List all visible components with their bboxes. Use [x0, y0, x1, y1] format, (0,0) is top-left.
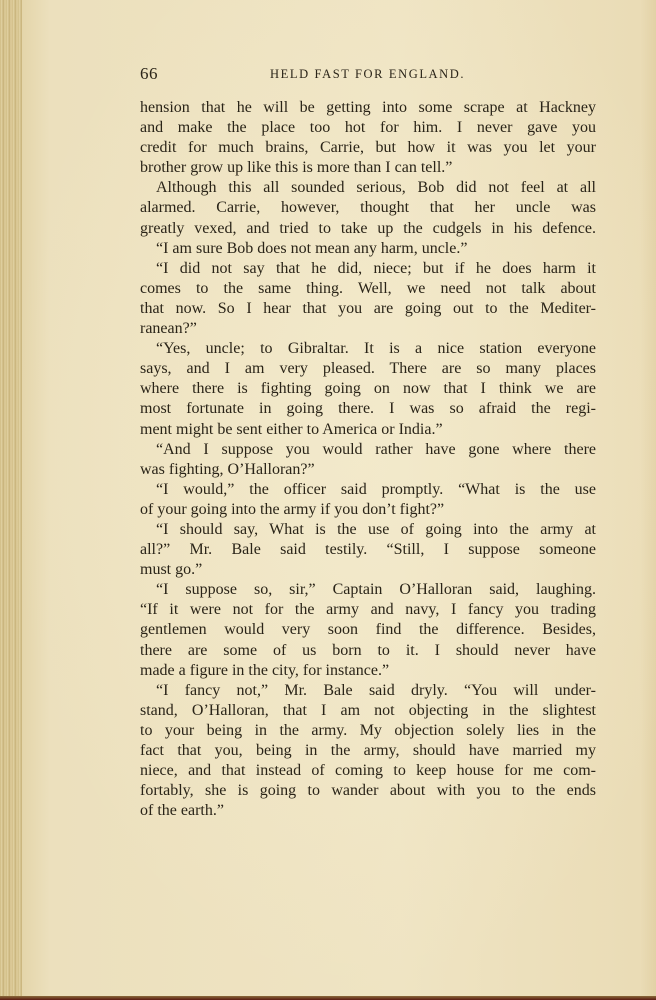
- text-line: “I did not say that he did, niece; but if he does harm it: [156, 259, 596, 277]
- text-line: where there is fighting going on now that I think we are: [140, 380, 596, 398]
- text-line: to your being in the army. My objection solely lies in the: [140, 721, 596, 739]
- page-bottom-edge: [0, 996, 656, 1000]
- text-line: all?” Mr. Bale said testily. “Still, I suppose someone: [140, 541, 596, 559]
- text-line: gentlemen would very soon find the difference. Besides,: [140, 621, 596, 639]
- text-line: “I suppose so, sir,” Captain O’Halloran said, laughing.: [156, 581, 596, 599]
- text-line: stand, O’Halloran, that I am not objecting in the slightest: [140, 701, 596, 719]
- text-line: there are some of us born to it. I should never have: [140, 641, 596, 659]
- page-binding-edge: [0, 0, 22, 1000]
- text-line: “Yes, uncle; to Gibraltar. It is a nice station everyone: [156, 340, 596, 358]
- text-line: hension that he will be getting into some scrape at Hackney: [140, 99, 596, 116]
- text-line: fact that you, being in the army, should have married my: [140, 742, 596, 759]
- text-line: brother grow up like this is more than I can tell.”: [140, 159, 453, 177]
- text-line: “I would,” the officer said promptly. “What is the use: [156, 480, 596, 498]
- text-line: made a figure in the city, for instance.”: [140, 661, 390, 679]
- text-line: was fighting, O’Halloran?”: [140, 460, 315, 478]
- text-line: ment might be sent either to America or India.”: [140, 420, 443, 438]
- text-line: must go.”: [140, 561, 203, 579]
- text-line: “I am sure Bob does not mean any harm, uncle.”: [156, 239, 468, 257]
- text-line: most fortunate in going there. I was so afraid the regi-: [140, 400, 596, 418]
- text-line: “I fancy not,” Mr. Bale said dryly. “You will under-: [156, 681, 596, 699]
- text-line: Although this all sounded serious, Bob did not feel at all: [156, 179, 596, 197]
- text-line: “I should say, What is the use of going into the army at: [156, 520, 596, 538]
- text-line: of your going into the army if you don’t fight?”: [140, 500, 445, 518]
- text-line: that now. So I hear that you are going out to the Mediter-: [140, 299, 596, 317]
- text-line: and make the place too hot for him. I never gave you: [140, 119, 596, 137]
- text-line: comes to the same thing. Well, we need not talk about: [140, 279, 596, 297]
- text-line: alarmed. Carrie, however, thought that her uncle was: [140, 199, 596, 217]
- text-line: ranean?”: [140, 320, 197, 338]
- text-line: “If it were not for the army and navy, I fancy you trading: [140, 601, 596, 619]
- body-text: [140, 98, 596, 821]
- text-line: says, and I am very pleased. There are so many places: [140, 360, 596, 378]
- text-line: of the earth.”: [140, 802, 224, 820]
- page-number: 66: [140, 64, 158, 83]
- text-line: niece, and that instead of coming to keep house for me com-: [140, 762, 596, 780]
- text-line: greatly vexed, and tried to take up the cudgels in his defence.: [140, 219, 596, 237]
- text-line: fortably, she is going to wander about with you to the ends: [140, 782, 596, 800]
- text-line: credit for much brains, Carrie, but how it was you let your: [140, 139, 596, 157]
- page-header: [140, 64, 596, 86]
- text-line: “And I suppose you would rather have gone where there: [156, 440, 596, 458]
- running-head: HELD FAST FOR ENGLAND.: [270, 67, 466, 81]
